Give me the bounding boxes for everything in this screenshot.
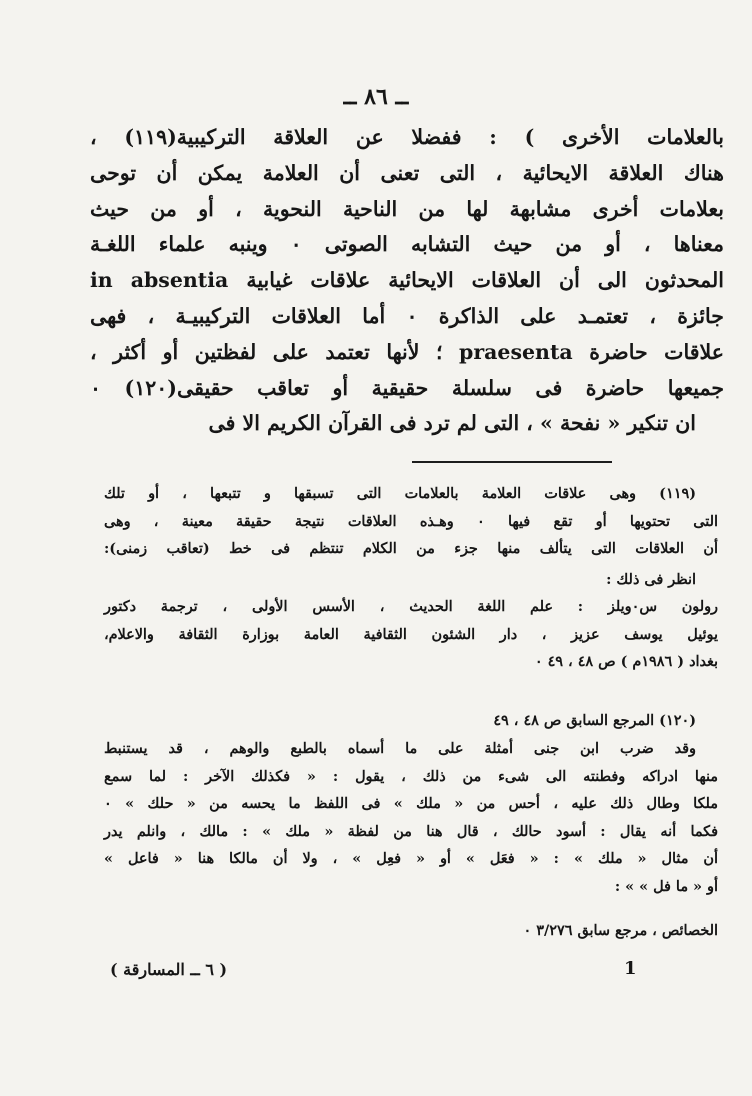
footnote-line: التى تحتويها أو تقع فيها ٠ وهـذه العلاقات نتيجة حقيقة معينة ، وهى [104, 512, 718, 530]
footnote-separator [412, 461, 612, 463]
footnote-line: أو « ما فل » » : [614, 877, 718, 895]
text-line: بالعلامات الأخرى ) : ففضلا عن العلاقة التركيبية(١١٩) ، [90, 125, 724, 149]
text-line: جميعها حاضرة فى سلسلة حقيقية أو تعاقب حقيقى(١٢٠) ٠ [90, 375, 724, 400]
page-number: ــ ٨٦ ــ [343, 84, 409, 110]
footnote-line: بغداد ( ١٩٨٦م ) ص ٤٨ ، ٤٩ ٠ [534, 653, 718, 670]
footnote-line: منها ادراكه وفطنته الى شىء من ذلك ، يقول : « فكذلك الآخر : لما سمع [104, 767, 718, 785]
footnote-line: أن العلاقات التى يتألف منها جزء من الكلام تنتظم فى خط (تعاقب زمنى): [104, 540, 718, 557]
footnote-line: (١١٩) وهى علاقات العلامة بالعلامات التى تسبقها و تتبعها ، أو تلك [104, 485, 696, 502]
text-line: هناك العلاقة الايحائية ، التى تعنى أن العلامة يمكن أن توحى [90, 160, 724, 185]
footnote-quote [104, 735, 718, 900]
footnote-line: انظر فى ذلك : [606, 571, 696, 588]
text-line: ان تنكير « نفحة » ، التى لم ترد فى القرآن الكريم الا فى [208, 411, 696, 436]
footer-signature: ( ٦ ــ المسارقة ) [110, 960, 228, 979]
footnote-source [104, 917, 718, 945]
footnote-line: رولون س٠ويلز : علم اللغة الحديث ، الأسس الأولى ، ترجمة دكتور [104, 598, 718, 615]
text-line: بعلامات أخرى مشابهة لها من الناحية النحوية ، أو من حيث [90, 196, 724, 221]
footnote-line: أن مثال « ملك » : « فعَل » أو « فعِل » ، ولا أن مالكا هنا « فاعل » [104, 850, 718, 867]
text-line: علاقات حاضرة praesenta ؛ لأنها تعتمد على لفظتين أو أكثر ، [90, 339, 724, 364]
footnote-120 [104, 707, 718, 735]
footnote-line: فكما أنه يقال : أسود حالك ، قال هنا من لفظة « ملك » : مالك ، وانلم يدر [104, 822, 718, 840]
footer-mark: 1 [624, 958, 637, 979]
footnote-line: وقد ضرب ابن جنى أمثلة على ما أسماه بالطبع والوهم ، قد يستنبط [104, 740, 696, 757]
footnote-119 [104, 480, 718, 563]
main-text [90, 120, 724, 442]
text-line: معناها ، أو من حيث التشابه الصوتى ٠ وينبه علماء اللغـة [90, 232, 724, 257]
footnote-line: ملكا وطال ذلك عليه ، أحس من « ملك » فى اللفظ ما يحسه من « حلك » ٠ [104, 795, 718, 812]
text-line: المحدثون الى أن العلاقات الايحائية علاقات غيابية in absentia [90, 268, 724, 293]
footnote-line: (١٢٠) المرجع السابق ص ٤٨ ، ٤٩ [493, 712, 696, 729]
footnote-line: يوئيل يوسف عزيز ، دار الشئون الثقافية العامة بوزارة الثقافة والاعلام، [104, 625, 718, 643]
footnote-119-reference [104, 593, 718, 676]
footnote-line: الخصائص ، مرجع سابق ٣/٢٧٦ ٠ [523, 922, 718, 939]
text-line: جائزة ، تعتمـد على الذاكرة ٠ أما العلاقات التركيبيـة ، فهى [90, 303, 724, 328]
footnote-see-also [104, 566, 718, 594]
